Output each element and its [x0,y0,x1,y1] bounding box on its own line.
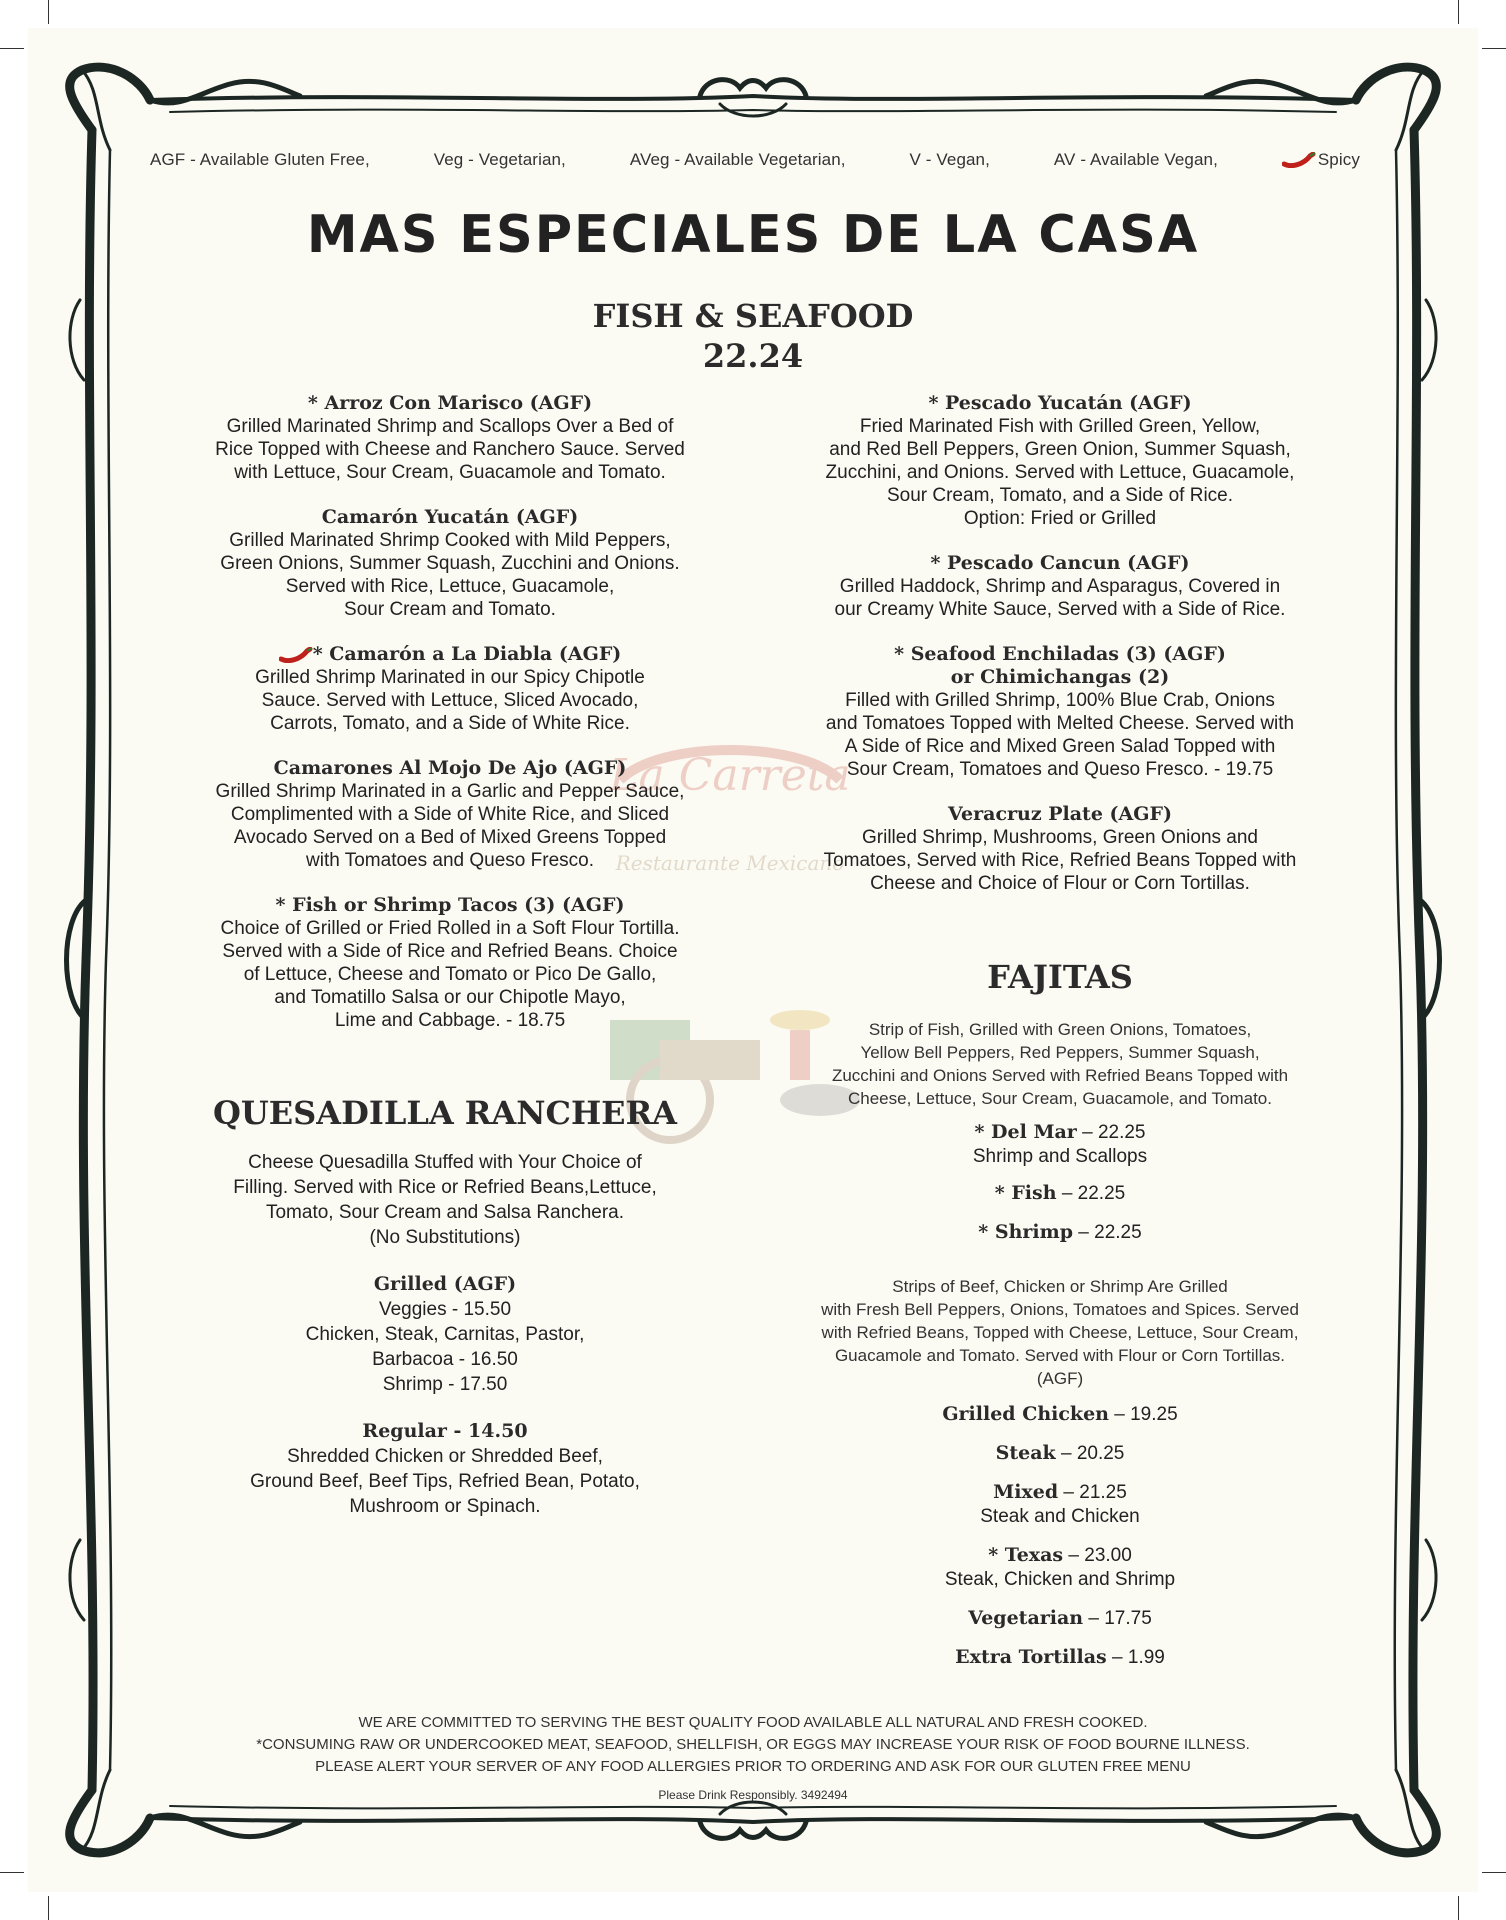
svg-text:Restaurante Mexicano: Restaurante Mexicano [615,851,845,875]
item-desc-line: A Side of Rice and Mixed Green Salad Topped with [844,736,1276,757]
item-desc-line: Sour Cream and Tomato. [344,599,556,620]
item-desc-line: Complimented with a Side of White Rice, and Sliced [230,804,670,825]
fajita-option-name: * Texas [988,1544,1064,1566]
menu-item [770,392,1350,530]
quesadilla-intro-line: (No Substitutions) [369,1227,521,1248]
menu-item [770,803,1350,895]
grilled-price-line: Veggies - 15.50 [378,1299,512,1320]
grilled-price-line: Barbacoa - 16.50 [372,1349,518,1370]
fajita-option-name: * Shrimp [978,1221,1073,1243]
item-desc-line: and Red Bell Peppers, Green Onion, Summer Squash, [829,439,1291,460]
fajita-option [770,1120,1350,1145]
item-name: Veracruz Plate (AGF) [948,803,1172,825]
fajita-option [770,1181,1350,1206]
item-desc-line: Fried Marinated Fish with Grilled Green, Yellow, [859,416,1261,437]
fajita-option-name: * Fish [994,1182,1057,1204]
fajita-option-name: Grilled Chicken [942,1403,1109,1425]
fish-left-column [160,392,740,1032]
footer-line: WE ARE COMMITTED TO SERVING THE BEST QUALITY FOOD AVAILABLE ALL NATURAL AND FRESH COOKED. [358,1714,1148,1731]
regular-desc-line: Mushroom or Spinach. [349,1496,541,1517]
footer-disclaimer [0,1712,1506,1806]
fajita-option-price: – 21.25 [1063,1482,1127,1503]
item-name: * Fish or Shrimp Tacos (3) (AGF) [275,894,625,916]
fajita-option-name: Steak [995,1442,1056,1464]
item-desc-line: Grilled Shrimp, Mushrooms, Green Onions and [862,827,1258,848]
menu-item [160,506,740,621]
regular-desc-line: Ground Beef, Beef Tips, Refried Bean, Potato, [250,1471,640,1492]
fajitas-fish-desc-line: Cheese, Lettuce, Sour Cream, Guacamole, and Tomato. [848,1089,1272,1108]
item-name-second-line: or Chimichangas (2) [950,666,1170,688]
fajita-option-price: – 20.25 [1060,1443,1125,1464]
fajita-option-name: * Del Mar [974,1121,1077,1143]
menu-item [770,643,1350,781]
menu-item [160,757,740,872]
item-desc-line: Served with a Side of Rice and Refried Beans. Choice [222,941,678,962]
item-desc-line: our Creamy White Sauce, Served with a Side of Rice. [834,599,1286,620]
item-desc-line: Rice Topped with Cheese and Ranchero Sauce. Served [215,439,685,460]
item-desc-line: Sauce. Served with Lettuce, Sliced Avocado, [261,690,639,711]
item-name: * Arroz Con Marisco (AGF) [307,392,593,414]
fajitas-fish-desc-line: Yellow Bell Peppers, Red Peppers, Summer Squash, [860,1043,1260,1062]
legend-aveg: AVeg - Available Vegetarian, [629,150,846,169]
item-desc-line: and Tomatoes Topped with Melted Cheese. Served with [825,713,1295,734]
fajita-option [770,1220,1350,1245]
item-desc-line: of Lettuce, Cheese and Tomato or Pico De Gallo, [243,964,657,985]
item-name: Camarón Yucatán (AGF) [321,506,579,528]
item-desc-line: Avocado Served on a Bed of Mixed Greens Topped [233,827,667,848]
item-desc-line: Green Onions, Summer Squash, Zucchini and Onions. [220,553,680,574]
item-desc-line: Choice of Grilled or Fried Rolled in a Soft Flour Tortilla. [220,918,680,939]
item-desc-line: Filled with Grilled Shrimp, 100% Blue Crab, Onions [845,690,1275,711]
fajitas-fish-desc-line: Strip of Fish, Grilled with Green Onions, Tomatoes, [868,1020,1252,1039]
quesadilla-column [160,1150,730,1519]
fish-seafood-heading [0,296,1506,376]
fajita-option-price: – 17.75 [1088,1608,1152,1629]
fajita-option-name: Mixed [993,1481,1059,1503]
chili-pepper-icon [1282,152,1316,168]
item-desc-line: Carrots, Tomato, and a Side of White Rice. [270,713,630,734]
menu-item [160,392,740,484]
fajitas-heading: FAJITAS [987,958,1133,996]
footer-line: *CONSUMING RAW OR UNDERCOOKED MEAT, SEAFOOD, SHELLFISH, OR EGGS MAY INCREASE YOUR RISK OF FOOD BOURNE ILLNESS. [256,1736,1250,1753]
menu-item [770,552,1350,621]
quesadilla-intro-line: Tomato, Sour Cream and Salsa Ranchera. [265,1202,624,1223]
regular-option-name: Regular - 14.50 [362,1420,528,1442]
fajita-option-price: – 22.25 [1061,1183,1126,1204]
item-desc-line: Cheese and Choice of Flour or Corn Tortillas. [870,873,1250,894]
footer-line: PLEASE ALERT YOUR SERVER OF ANY FOOD ALLERGIES PRIOR TO ORDERING AND ASK FOR OUR GLUTEN FREE MENU [315,1758,1191,1775]
fish-right-column [770,392,1350,895]
fajita-option-name: Extra Tortillas [955,1646,1107,1668]
fajitas-meat-desc-line: Guacamole and Tomato. Served with Flour or Corn Tortillas. [834,1346,1286,1365]
fajita-option-price: – 22.25 [1078,1222,1142,1243]
fajitas-meat-desc-line: Strips of Beef, Chicken or Shrimp Are Grilled [892,1277,1228,1296]
item-name-row [160,643,740,666]
fajitas-column [770,1018,1350,1670]
fajita-option-price: – 23.00 [1068,1545,1132,1566]
footer-drink-notice: Please Drink Responsibly. 3492494 [658,1788,848,1802]
item-desc-line: Lime and Cabbage. - 18.75 [334,1010,566,1031]
menu-item [160,643,740,735]
fajita-option-sub: Shrimp and Scallops [972,1146,1148,1167]
fajita-option [770,1606,1350,1631]
fajita-option-sub: Steak, Chicken and Shrimp [944,1569,1176,1590]
item-desc-line: Served with Rice, Lettuce, Guacamole, [285,576,615,597]
grilled-option-name: Grilled (AGF) [373,1273,517,1295]
fajita-option [770,1645,1350,1670]
item-name: * Pescado Cancun (AGF) [930,552,1190,574]
fajitas-meat-desc-line: with Refried Beans, Topped with Cheese, Lettuce, Sour Cream, [821,1323,1299,1342]
fajita-option-name: Vegetarian [968,1607,1084,1629]
fajitas-meat-desc-line: (AGF) [1036,1369,1084,1388]
item-name: Camarones Al Mojo De Ajo (AGF) [273,757,627,779]
grilled-price-line: Shrimp - 17.50 [382,1374,508,1395]
legend-agf: AGF - Available Gluten Free, [150,150,370,169]
legend-spicy [1282,150,1360,170]
item-name: * Seafood Enchiladas (3) (AGF) [894,643,1226,665]
item-desc-line: Sour Cream, Tomatoes and Queso Fresco. - 19.75 [846,759,1274,780]
fish-seafood-title: FISH & SEAFOOD [592,297,914,335]
legend-av: AV - Available Vegan, [1053,150,1218,169]
fajita-option-price: – 22.25 [1082,1122,1146,1143]
page-title: MAS ESPECIALES DE LA CASA [306,205,1200,265]
item-desc-line: Grilled Shrimp Marinated in our Spicy Chipotle [255,667,645,688]
fajitas-fish-desc-line: Zucchini and Onions Served with Refried Beans Topped with [831,1066,1289,1085]
fish-seafood-price: 22.24 [702,337,804,375]
svg-text:La Carreta: La Carreta [609,750,851,801]
item-desc-line: Grilled Haddock, Shrimp and Asparagus, Covered in [839,576,1281,597]
chili-pepper-icon [279,647,313,663]
item-desc-line: with Lettuce, Sour Cream, Guacamole and Tomato. [234,462,666,483]
fajita-option [770,1402,1350,1427]
regular-desc-line: Shredded Chicken or Shredded Beef, [287,1446,603,1467]
fajitas-meat-desc-line: with Fresh Bell Peppers, Onions, Tomatoes and Spices. Served [821,1300,1299,1319]
legend-spicy-label: Spicy [1317,150,1360,169]
fajita-option [770,1543,1350,1568]
item-desc-line: Zucchini, and Onions. Served with Lettuce, Guacamole, [825,462,1295,483]
grilled-price-line: Chicken, Steak, Carnitas, Pastor, [305,1324,585,1345]
quesadilla-intro-line: Cheese Quesadilla Stuffed with Your Choice of [248,1152,642,1173]
item-desc-line: Sour Cream, Tomato, and a Side of Rice. [886,485,1234,506]
fajita-option [770,1480,1350,1505]
item-name: * Camarón a La Diabla (AGF) [312,643,622,665]
item-desc-line: Grilled Shrimp Marinated in a Garlic and Pepper Sauce, [215,781,685,802]
fajita-option-price: – 19.25 [1114,1404,1178,1425]
menu-item [160,894,740,1032]
item-desc-line: Grilled Marinated Shrimp and Scallops Over a Bed of [226,416,674,437]
item-name: * Pescado Yucatán (AGF) [928,392,1192,414]
item-desc-line: and Tomatillo Salsa or our Chipotle Mayo, [274,987,626,1008]
dietary-legend [150,150,1360,170]
item-desc-line: Grilled Marinated Shrimp Cooked with Mild Peppers, [229,530,671,551]
fajita-option [770,1441,1350,1466]
fajita-option-price: – 1.99 [1112,1647,1165,1668]
item-desc-line: with Tomatoes and Queso Fresco. [306,850,594,871]
fajita-option-sub: Steak and Chicken [980,1506,1140,1527]
quesadilla-intro-line: Filling. Served with Rice or Refried Beans,Lettuce, [233,1177,657,1198]
legend-veg: Veg - Vegetarian, [433,150,566,169]
item-desc-line: Tomatoes, Served with Rice, Refried Beans Topped with [823,850,1297,871]
legend-v: V - Vegan, [909,150,990,169]
quesadilla-heading: QUESADILLA RANCHERA [213,1094,677,1132]
item-desc-line: Option: Fried or Grilled [963,508,1157,529]
